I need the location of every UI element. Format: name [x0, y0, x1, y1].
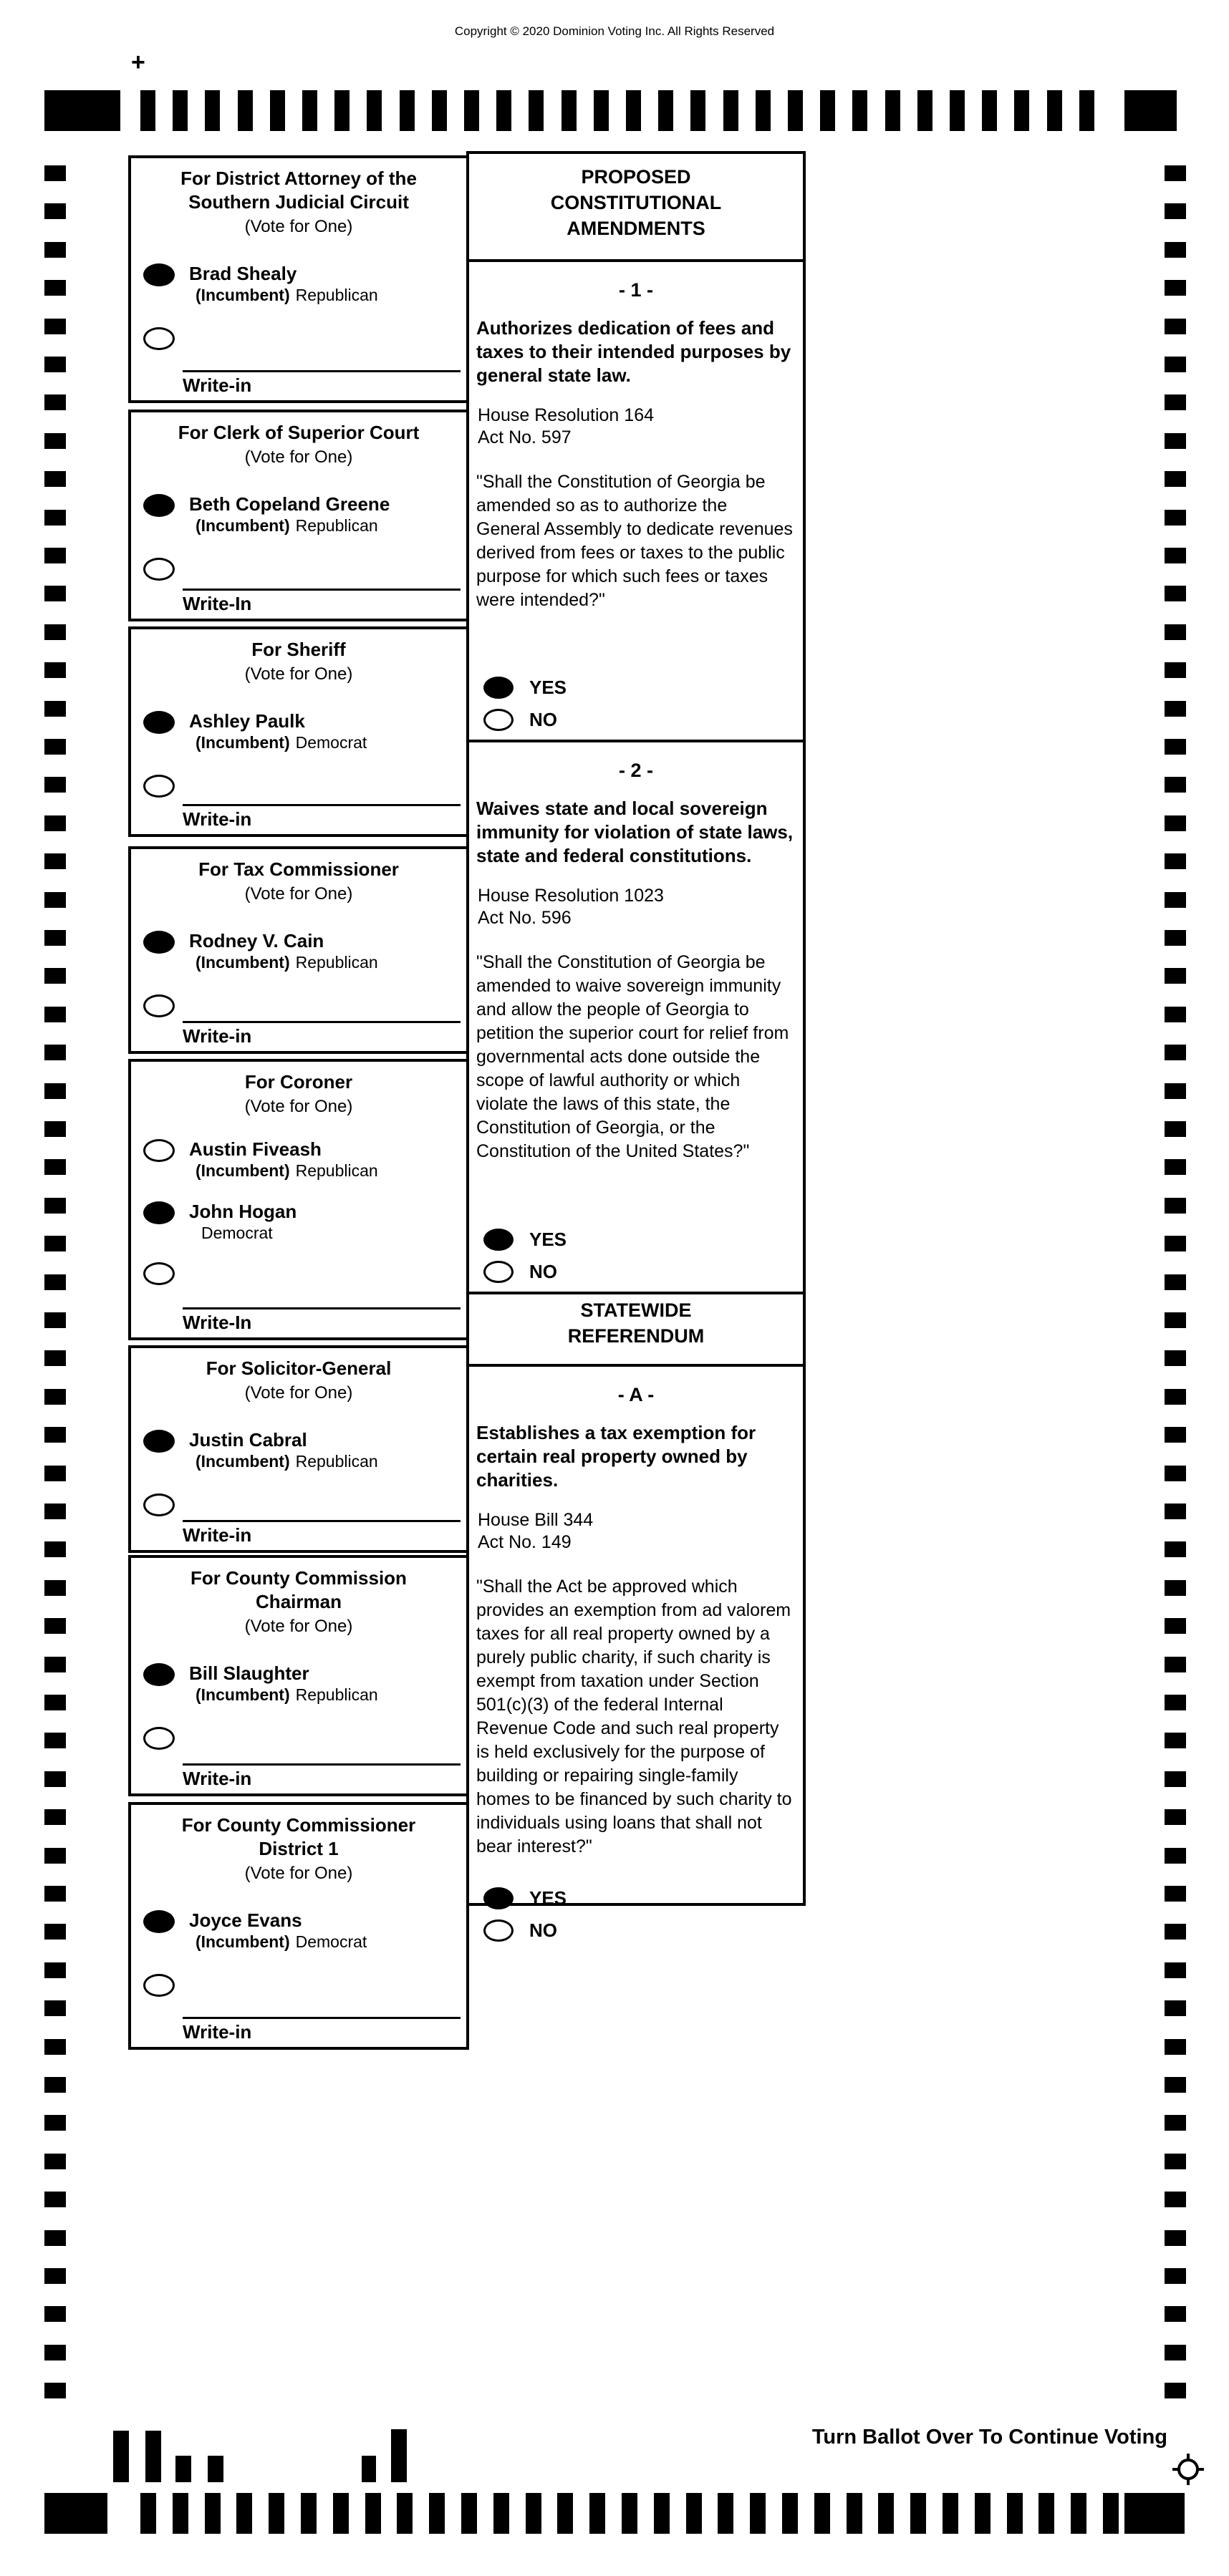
no-label: NO — [529, 1919, 557, 1941]
contest-title: For Clerk of Superior Court — [178, 422, 420, 443]
vote-for-instruction: (Vote for One) — [244, 884, 353, 904]
write-in-oval-row — [143, 1974, 466, 1997]
write-in-oval[interactable] — [143, 327, 175, 350]
write-in-label: Write-in — [183, 1025, 252, 1047]
candidate-row — [143, 1909, 466, 1952]
write-in-oval-row — [143, 775, 466, 798]
write-in-area — [183, 804, 461, 831]
candidate-oval[interactable] — [143, 1139, 175, 1162]
write-in-oval-row — [143, 327, 466, 350]
code-bar — [362, 2456, 376, 2482]
write-in-area — [183, 1307, 461, 1335]
candidate-row — [143, 1200, 466, 1244]
measures-column — [466, 151, 806, 1941]
vote-for-instruction: (Vote for One) — [244, 1383, 353, 1403]
no-oval[interactable] — [483, 1919, 514, 1942]
measure-referendum-a — [469, 1383, 803, 1950]
copyright-text: Copyright © 2020 Dominion Voting Inc. All Rights Reserved — [454, 24, 775, 38]
measure-amendment-2 — [469, 758, 803, 1294]
candidate-oval[interactable] — [143, 1201, 175, 1224]
candidate-row — [143, 493, 466, 536]
measure-question: "Shall the Constitution of Georgia be amended so as to authorize the General Assembly to dedicate revenues derived from fees or taxes to the public purpose for which such fees or taxes were intended?" — [476, 472, 793, 610]
no-oval[interactable] — [483, 1261, 514, 1283]
vote-for-instruction: (Vote for One) — [244, 1864, 353, 1883]
write-in-area — [183, 1763, 461, 1791]
contest-solicitor-general — [128, 1345, 469, 1553]
contest-county-commission-chairman — [128, 1555, 469, 1796]
candidate-row — [143, 1138, 466, 1181]
no-option — [483, 709, 796, 731]
referendum-header: STATEWIDE REFERENDUM — [469, 1294, 803, 1367]
candidate-party: (Incumbent) Republican — [196, 1452, 378, 1471]
candidate-name: Beth Copeland Greene — [189, 493, 390, 515]
measure-choices — [483, 1229, 796, 1283]
yes-oval[interactable] — [483, 677, 514, 699]
write-in-oval[interactable] — [143, 775, 175, 798]
candidate-oval[interactable] — [143, 494, 175, 517]
write-in-oval[interactable] — [143, 1727, 175, 1750]
candidate-row — [143, 929, 466, 973]
yes-label: YES — [529, 1887, 567, 1909]
measure-source: House Resolution 164 Act No. 597 — [478, 405, 654, 447]
write-in-oval-row — [143, 1493, 466, 1516]
candidate-oval[interactable] — [143, 263, 175, 286]
vote-for-instruction: (Vote for One) — [244, 664, 353, 684]
yes-label: YES — [529, 677, 567, 698]
no-option — [483, 1261, 796, 1283]
yes-oval[interactable] — [483, 1887, 514, 1909]
no-label: NO — [529, 1261, 557, 1282]
candidate-name: Bill Slaughter — [189, 1662, 309, 1684]
yes-option — [483, 1887, 796, 1909]
measure-amendment-1 — [469, 278, 803, 742]
candidate-row — [143, 1428, 466, 1472]
candidate-name: Austin Fiveash — [189, 1138, 322, 1160]
write-in-area — [183, 2017, 461, 2044]
candidate-oval[interactable] — [143, 1663, 175, 1686]
write-in-oval[interactable] — [143, 994, 175, 1017]
candidate-oval[interactable] — [143, 1910, 175, 1933]
contest-coroner — [128, 1059, 469, 1340]
candidate-party: (Incumbent) Democrat — [196, 1932, 367, 1951]
candidate-oval[interactable] — [143, 1430, 175, 1453]
write-in-oval-row — [143, 1727, 466, 1750]
yes-label: YES — [529, 1229, 567, 1250]
candidate-party: (Incumbent) Republican — [196, 1161, 378, 1180]
yes-option — [483, 677, 796, 699]
no-label: NO — [529, 709, 557, 730]
write-in-area — [183, 1021, 461, 1048]
write-in-oval[interactable] — [143, 1262, 175, 1285]
measure-question: "Shall the Act be approved which provides an exemption from ad valorem taxes for all real property owned by a purely public charity, if such charity is exempt from taxation under Section 501(c)(3) of the federal Internal Revenue Code and such real property is held exclusively for the purpose of building or repairing single-family homes to be financed by such charity to individuals using loans that shall not bear interest?" — [476, 1577, 792, 1856]
measure-number: - 1 - — [618, 279, 653, 301]
contest-title: For District Attorney of the Southern Judicial Circuit — [180, 168, 417, 213]
yes-oval[interactable] — [483, 1229, 514, 1251]
measure-source: House Bill 344 Act No. 149 — [478, 1510, 594, 1552]
candidate-party: (Incumbent) Republican — [196, 953, 378, 972]
code-bar — [208, 2456, 223, 2482]
measure-number: - A - — [617, 1384, 655, 1405]
write-in-label: Write-in — [183, 808, 252, 830]
write-in-oval[interactable] — [143, 1493, 175, 1516]
write-in-oval[interactable] — [143, 1974, 175, 1997]
amendments-header: PROPOSED CONSTITUTIONAL AMENDMENTS — [469, 154, 803, 262]
crosshair-registration-icon — [1170, 2451, 1206, 2487]
candidate-oval[interactable] — [143, 711, 175, 734]
contest-tax-commissioner — [128, 846, 469, 1054]
write-in-oval-row — [143, 994, 466, 1017]
code-bar — [175, 2456, 191, 2482]
vote-for-instruction: (Vote for One) — [244, 1097, 353, 1116]
measure-summary: Authorizes dedication of fees and taxes to their intended purposes by general state law. — [476, 317, 791, 386]
vote-for-instruction: (Vote for One) — [244, 447, 353, 467]
candidate-party: (Incumbent) Republican — [196, 286, 378, 304]
timing-block — [44, 2493, 107, 2534]
no-option — [483, 1919, 796, 1942]
timing-marks-right — [1165, 0, 1186, 2576]
contest-sheriff — [128, 626, 469, 837]
write-in-label: Write-in — [183, 1768, 252, 1789]
code-bar — [145, 2431, 161, 2482]
write-in-oval-row — [143, 558, 466, 581]
measure-summary: Waives state and local sovereign immunity for violation of state laws, state and federal constitutions. — [476, 798, 794, 866]
contest-title: For Sheriff — [251, 639, 346, 660]
contest-title: For Solicitor-General — [206, 1357, 392, 1379]
candidate-name: Justin Cabral — [189, 1429, 307, 1451]
candidate-name: John Hogan — [189, 1201, 297, 1222]
write-in-label: Write-In — [183, 593, 252, 614]
candidate-party: (Incumbent) Democrat — [196, 733, 367, 752]
candidate-name: Rodney V. Cain — [189, 930, 324, 952]
candidate-name: Ashley Paulk — [189, 710, 305, 732]
candidate-row — [143, 262, 466, 306]
write-in-area — [183, 370, 461, 397]
contest-title: For County Commissioner District 1 — [181, 1814, 416, 1859]
measure-question: "Shall the Constitution of Georgia be amended to waive sovereign immunity and allow the people of Georgia to petition the superior court for relief from governmental acts done outside the scope of lawful authority or which violate the laws of this state, the Constitution of Georgia, or the Constitution of the United States?" — [476, 952, 789, 1161]
measure-choices — [483, 1887, 796, 1942]
write-in-label: Write-in — [183, 1524, 252, 1546]
candidate-row — [143, 1662, 466, 1705]
candidate-name: Brad Shealy — [189, 263, 297, 284]
candidate-party: (Incumbent) Republican — [196, 1685, 378, 1704]
write-in-oval[interactable] — [143, 558, 175, 581]
contest-title: For Coroner — [244, 1071, 353, 1093]
contest-county-commissioner-district-1 — [128, 1802, 469, 2050]
measure-choices — [483, 677, 796, 731]
sheet-number: 43 — [390, 2440, 407, 2457]
write-in-area — [183, 1520, 461, 1547]
candidate-party: (Incumbent) Republican — [196, 516, 378, 535]
write-in-oval-row — [143, 1262, 466, 1285]
write-in-label: Write-In — [183, 1312, 252, 1333]
write-in-label: Write-in — [183, 2021, 252, 2043]
no-oval[interactable] — [483, 709, 514, 731]
vote-for-instruction: (Vote for One) — [244, 1617, 353, 1636]
timing-block — [1124, 2493, 1185, 2534]
contest-title: For Tax Commissioner — [198, 858, 399, 880]
measure-summary: Establishes a tax exemption for certain real property owned by charities. — [476, 1422, 756, 1491]
code-bar — [113, 2431, 129, 2482]
plus-registration-mark: + — [131, 49, 145, 76]
candidate-row — [143, 710, 466, 753]
measure-number: - 2 - — [618, 760, 653, 781]
write-in-area — [183, 589, 461, 616]
contest-title: For County Commission Chairman — [191, 1567, 407, 1612]
candidate-oval[interactable] — [143, 931, 175, 954]
turn-ballot-over-text: Turn Ballot Over To Continue Voting — [811, 2426, 1167, 2449]
vote-for-instruction: (Vote for One) — [244, 217, 353, 236]
candidate-name: Joyce Evans — [189, 1909, 302, 1931]
yes-option — [483, 1229, 796, 1251]
contest-district-attorney — [128, 155, 469, 403]
candidate-party: Democrat — [201, 1224, 273, 1242]
measure-source: House Resolution 1023 Act No. 596 — [478, 886, 664, 928]
contest-clerk-superior-court — [128, 410, 469, 621]
write-in-label: Write-in — [183, 374, 252, 396]
timing-marks-left — [44, 0, 66, 2576]
